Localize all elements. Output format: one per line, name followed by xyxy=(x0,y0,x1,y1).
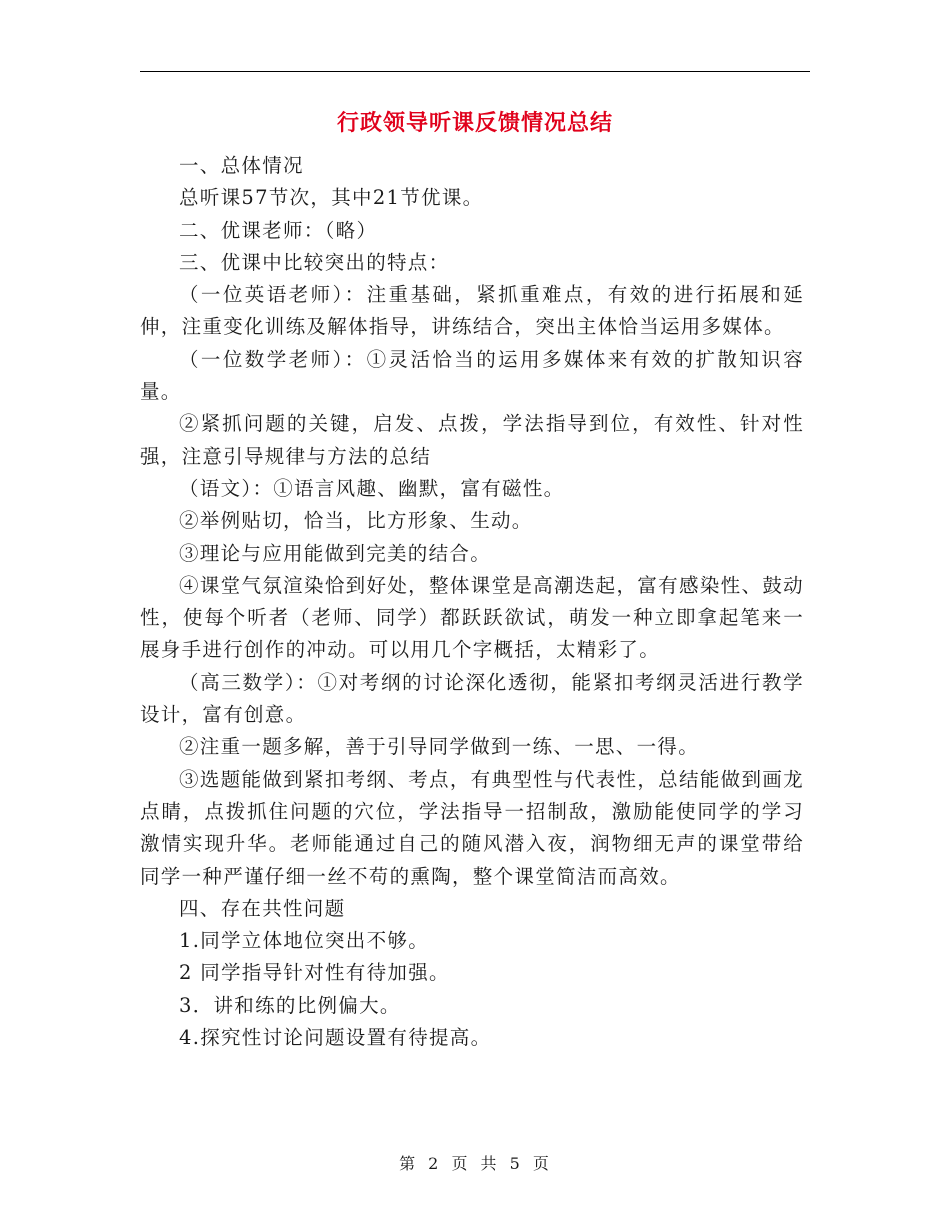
paragraph-senior-math-2: ②注重一题多解，善于引导同学做到一练、一思、一得。 xyxy=(179,735,700,759)
page-number-footer: 第 2 页 共 5 页 xyxy=(399,1154,551,1173)
paragraph-lesson-count: 总听课57节次，其中21节优课。 xyxy=(179,186,484,210)
paragraph-math-teacher-1: （一位数学老师）：①灵活恰当的运用多媒体来有效的扩散知识容量。 xyxy=(140,347,804,404)
document-body xyxy=(140,150,804,1054)
paragraph-english-teacher: （一位英语老师）：注重基础，紧抓重难点，有效的进行拓展和延伸，注重变化训练及解体指导，讲练结合，突出主体恰当运用多媒体。 xyxy=(140,283,804,339)
section-heading-overview: 一、总体情况 xyxy=(179,154,304,177)
paragraph-chinese-4: ④课堂气氛渲染恰到好处，整体课堂是高潮迭起，富有感染性、鼓动性，使每个听者（老师、同学）都跃跃欲试，萌发一种立即拿起笔来一展身手进行创作的冲动。可以用几个字概括，太精彩了。 xyxy=(140,573,804,662)
paragraph-chinese-2: ②举例贴切，恰当，比方形象、生动。 xyxy=(179,509,533,533)
section-heading-issues: 四、存在共性问题 xyxy=(179,896,346,920)
header-rule xyxy=(140,71,810,72)
issue-item-4: 4.探究性讨论问题设置有待提高。 xyxy=(179,1026,492,1050)
document-title: 行政领导听课反馈情况总结 xyxy=(336,111,613,136)
paragraph-senior-math-1: （高三数学）：①对考纲的讨论深化透彻，能紧扣考纲灵活进行教学设计，富有创意。 xyxy=(140,670,804,727)
paragraph-chinese-3: ③理论与应用能做到完美的结合。 xyxy=(179,541,492,565)
issue-item-2: 2 同学指导针对性有待加强。 xyxy=(179,961,450,985)
section-heading-teachers: 二、优课老师：（略） xyxy=(179,218,378,242)
paragraph-senior-math-3: ③选题能做到紧扣考纲、考点，有典型性与代表性，总结能做到画龙点睛，点拨抓住问题的穴位，学法指导一招制敌，激励能使同学的学习激情实现升华。老师能通过自己的随风潜入夜，润物细无声的课堂带给同学一种严谨仔细一丝不苟的熏陶，整个课堂简洁而高效。 xyxy=(140,767,804,888)
issue-item-3: 3．讲和练的比例偏大。 xyxy=(179,993,401,1017)
issue-item-1: 1.同学立体地位突出不够。 xyxy=(179,929,430,953)
paragraph-math-teacher-2: ②紧抓问题的关键，启发、点拨，学法指导到位，有效性、针对性强，注意引导规律与方法的总结 xyxy=(140,412,804,468)
section-heading-features: 三、优课中比较突出的特点： xyxy=(179,250,450,274)
paragraph-chinese-1: （语文）：①语言风趣、幽默，富有磁性。 xyxy=(179,476,565,500)
